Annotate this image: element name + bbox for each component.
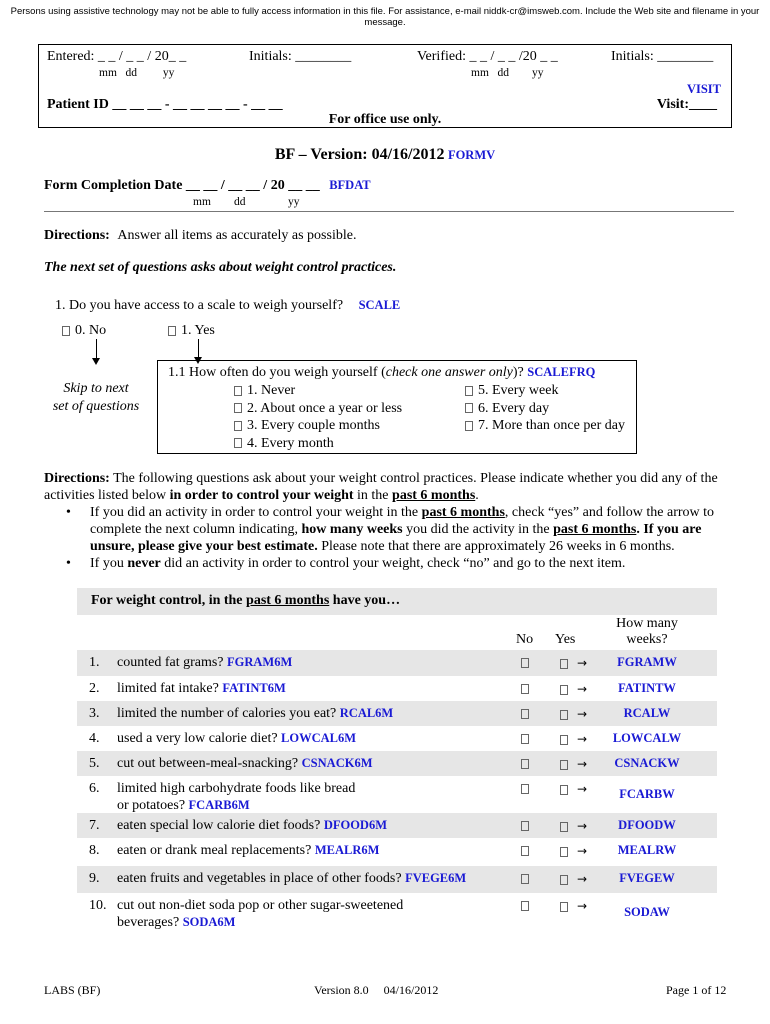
row-code: MEALR6M [314, 843, 380, 857]
checkbox-icon[interactable] [168, 326, 176, 336]
row-code: DFOOD6M [323, 818, 387, 832]
row-code: LOWCAL6M [281, 731, 357, 745]
weeks-field[interactable]: FATINTW [618, 681, 676, 695]
row-question-text: counted fat grams? [117, 655, 224, 670]
freq-option-5[interactable] [465, 382, 625, 400]
footer-left: LABS (BF) [44, 983, 101, 997]
bullet-2 [44, 555, 734, 572]
bullet-1-bold: . If you are [636, 522, 702, 537]
yes-option[interactable] [560, 682, 587, 698]
question-1-code: SCALE [358, 298, 401, 312]
skip-instruction [40, 380, 152, 416]
yes-checkbox[interactable] [560, 785, 568, 795]
directions-2-text: in the [353, 488, 393, 503]
row-number: 5. [89, 756, 100, 771]
weeks-field[interactable]: DFOODW [618, 818, 676, 832]
initials-field-1[interactable]: Initials: ________ [249, 49, 352, 64]
weeks-field[interactable]: FGRAMW [617, 655, 677, 669]
row-code: RCAL6M [339, 706, 394, 720]
no-checkbox[interactable] [521, 874, 529, 884]
yes-option[interactable] [560, 757, 587, 773]
row-question-text: limited the number of calories you eat? [117, 706, 337, 721]
no-checkbox[interactable] [521, 821, 529, 831]
arrow-right-icon: → [577, 682, 588, 696]
table-header-text [91, 593, 400, 609]
yes-option[interactable] [560, 899, 587, 915]
freq-option-4[interactable] [234, 435, 402, 453]
freq-option-label: 3. Every couple months [247, 418, 380, 433]
bullet-1-underline: past 6 months [553, 522, 637, 537]
completion-yy: yy [288, 196, 300, 208]
row-question [117, 731, 356, 747]
weeks-field[interactable]: FVEGEW [619, 871, 675, 885]
row-number: 2. [89, 681, 100, 696]
yes-checkbox[interactable] [560, 822, 568, 832]
yes-checkbox[interactable] [560, 902, 568, 912]
col-weeks [607, 616, 687, 648]
row-number: 1. [89, 655, 100, 670]
bullet-1-bold: unsure, please give your best estimate. [90, 539, 318, 554]
arrow-right-icon: → [577, 707, 588, 721]
footer-center: Version 8.0 04/16/2012 [314, 983, 439, 997]
question-1-1-text: 1.1 How often do you weigh yourself ( [168, 365, 386, 380]
question-1-1 [168, 365, 595, 381]
directions-2-label: Directions: [44, 471, 110, 486]
freq-option-2[interactable] [234, 400, 402, 418]
yes-checkbox[interactable] [560, 847, 568, 857]
visit-field[interactable]: Visit:____ [656, 97, 717, 112]
arrow-down-icon [198, 339, 199, 358]
row-question-text: cut out between-meal-snacking? [117, 756, 299, 771]
bullet-2-text: did an activity in order to control your weight, check “no” and go to the next item. [160, 556, 626, 571]
table-header [77, 588, 717, 615]
arrow-right-icon: → [577, 732, 588, 746]
question-1-1-box [157, 360, 637, 454]
weeks-field[interactable]: LOWCALW [612, 731, 682, 745]
col-no: No [516, 632, 534, 647]
skip-line-1: Skip to next [63, 381, 129, 396]
completion-dd: dd [234, 196, 246, 208]
option-yes[interactable] [168, 323, 215, 339]
directions-2-bold: in order to control your weight [169, 488, 354, 503]
no-checkbox[interactable] [521, 759, 529, 769]
office-use-box [38, 44, 732, 128]
row-number: 6. [89, 781, 100, 796]
question-1-1-code: SCALEFRQ [527, 365, 596, 379]
col-weeks-line-1: How many [616, 616, 678, 631]
bullet-1-bold: how many weeks [301, 522, 403, 537]
initials-field-2[interactable]: Initials: ________ [611, 49, 714, 64]
row-question-line-1: limited high carbohydrate foods like bread [117, 781, 356, 796]
weeks-field[interactable]: MEALRW [617, 843, 677, 857]
footer-right: Page 1 of 12 [666, 983, 727, 997]
yes-option[interactable] [560, 819, 587, 835]
form-title [0, 146, 770, 164]
table-header-part: For weight control, in the [91, 593, 247, 608]
checkbox-icon[interactable] [234, 421, 242, 431]
arrow-right-icon: → [577, 872, 588, 886]
table-row [77, 893, 717, 933]
row-question-line-2: or potatoes? [117, 798, 186, 813]
skip-line-2: set of questions [52, 399, 140, 414]
yes-checkbox[interactable] [560, 875, 568, 885]
freq-option-label: 2. About once a year or less [247, 400, 403, 416]
row-code: FATINT6M [222, 681, 286, 695]
freq-option-7[interactable] [465, 417, 625, 435]
completion-date-code: BFDAT [329, 178, 371, 192]
row-question [117, 843, 379, 859]
row-number: 4. [89, 731, 100, 746]
col-weeks-line-2: weeks? [626, 632, 668, 647]
freq-option-3[interactable] [234, 417, 402, 435]
row-number: 10. [89, 898, 107, 913]
option-yes-label: 1. Yes [181, 323, 215, 338]
question-1-1-italic: check one answer only [385, 365, 513, 380]
weeks-field[interactable]: RCALW [623, 706, 671, 720]
directions-text: Answer all items as accurately as possible. [117, 228, 357, 243]
arrow-right-icon: → [577, 819, 588, 833]
row-code: SODA6M [182, 915, 236, 929]
yes-checkbox[interactable] [560, 710, 568, 720]
accessibility-notice: Persons using assistive technology may not be able to fully access information in this file. For assistance, e-mail niddk-cr@imsweb.com. Include the Web site and filename in your message. [10, 6, 760, 28]
bullet-2-bold: never [127, 556, 161, 571]
section-intro: The next set of questions asks about weight control practices. [44, 260, 397, 275]
row-number: 9. [89, 871, 100, 886]
freq-option-label: 5. Every week [478, 383, 559, 398]
form-title-text: BF – Version: 04/16/2012 [274, 146, 445, 163]
yes-checkbox[interactable] [560, 685, 568, 695]
weeks-field[interactable]: SODAW [624, 905, 670, 919]
row-question-text: limited fat intake? [117, 681, 219, 696]
directions-2-underline: past 6 months [392, 488, 476, 503]
table-row [77, 776, 717, 813]
yes-option[interactable] [560, 782, 587, 798]
row-question [117, 681, 286, 697]
directions-2 [44, 470, 734, 572]
row-question-text: eaten fruits and vegetables in place of other foods? [117, 871, 402, 886]
completion-mm: mm [193, 196, 211, 208]
row-question [117, 706, 393, 722]
directions-1 [44, 228, 356, 244]
table-row [77, 813, 717, 838]
no-checkbox[interactable] [521, 684, 529, 694]
row-question [117, 818, 387, 834]
freq-option-6[interactable] [465, 400, 625, 418]
bullet-1-text: Please note that there are approximately 26 weeks in 6 months. [317, 539, 675, 554]
col-yes: Yes [555, 632, 576, 647]
bullet-1 [44, 504, 734, 555]
no-checkbox[interactable] [521, 846, 529, 856]
no-checkbox[interactable] [521, 734, 529, 744]
table-row [77, 751, 717, 776]
entered-field[interactable]: Entered: _ _ / _ _ / 20_ _ [47, 49, 187, 64]
checkbox-icon[interactable] [234, 438, 242, 448]
row-question [117, 655, 292, 671]
verified-field[interactable]: Verified: _ _ / _ _ /20 _ _ [417, 49, 558, 64]
bullet-1-text: complete the next column indicating, [90, 522, 302, 537]
row-question-line-2: beverages? [117, 915, 180, 930]
directions-2-text: activities listed below [44, 488, 170, 503]
table-header-underline: past 6 months [246, 593, 330, 608]
row-code: FCARB6M [188, 798, 250, 812]
table-row [77, 838, 717, 866]
freq-option-label: 4. Every month [247, 435, 334, 451]
row-question [117, 871, 466, 887]
row-code: FGRAM6M [227, 655, 293, 669]
no-checkbox[interactable] [521, 658, 529, 668]
patient-id-field[interactable]: Patient ID __ __ __ - __ __ __ __ - __ __ [47, 97, 283, 112]
row-number: 3. [89, 706, 100, 721]
yes-option[interactable] [560, 656, 587, 672]
row-code: CSNACK6M [301, 756, 373, 770]
arrow-down-icon [96, 339, 97, 359]
table-row [77, 650, 717, 676]
no-checkbox[interactable] [521, 901, 529, 911]
freq-option-label: 1. Never [247, 383, 296, 398]
freq-option-1[interactable] [234, 382, 402, 400]
option-no-label: 0. No [75, 323, 107, 338]
row-question-text: eaten or drank meal replacements? [117, 843, 312, 858]
arrow-right-icon: → [577, 757, 588, 771]
freq-option-label: 6. Every day [478, 400, 550, 416]
row-number: 7. [89, 818, 100, 833]
bullet-icon: • [66, 556, 71, 571]
question-1 [55, 298, 400, 314]
yes-option[interactable] [560, 732, 587, 748]
arrow-right-icon: → [577, 844, 588, 858]
option-no[interactable] [62, 323, 106, 339]
bullet-2-text: If you [90, 556, 128, 571]
yes-checkbox[interactable] [560, 735, 568, 745]
table-header-part: have you… [329, 593, 401, 608]
question-1-1-text-end: )? [512, 365, 524, 380]
arrow-right-icon: → [577, 782, 588, 796]
row-question [117, 898, 403, 931]
bullet-1-text: If you did an activity in order to control your weight in the [90, 505, 422, 520]
arrow-right-icon: → [577, 899, 588, 913]
directions-2-line1: The following questions ask about your weight control practices. Please indicate whether you did any of the [113, 471, 718, 486]
no-checkbox[interactable] [521, 709, 529, 719]
bullet-icon: • [66, 505, 71, 520]
table-row [77, 726, 717, 751]
row-number: 8. [89, 843, 100, 858]
visit-code: VISIT [686, 82, 721, 96]
table-row [77, 701, 717, 726]
table-column-headers [77, 615, 717, 652]
yes-option[interactable] [560, 872, 587, 888]
checkbox-icon[interactable] [465, 421, 473, 431]
entered-sub: mm dd yy [99, 67, 175, 79]
weeks-field[interactable]: FCARBW [619, 787, 675, 801]
checkbox-icon[interactable] [465, 386, 473, 396]
no-checkbox[interactable] [521, 784, 529, 794]
checkbox-icon[interactable] [234, 403, 242, 413]
bullet-1-text: you did the activity in the [402, 522, 554, 537]
row-code: FVEGE6M [405, 871, 467, 885]
freq-options-left [234, 382, 402, 452]
divider [44, 211, 734, 212]
completion-date[interactable] [44, 178, 371, 194]
row-question [117, 781, 355, 814]
arrow-right-icon: → [577, 656, 588, 670]
table-row [77, 676, 717, 701]
row-question-text: eaten special low calorie diet foods? [117, 818, 321, 833]
bullet-1-underline: past 6 months [421, 505, 505, 520]
row-question-line-1: cut out non-diet soda pop or other sugar-sweetened [117, 898, 404, 913]
yes-checkbox[interactable] [560, 760, 568, 770]
question-1-text: 1. Do you have access to a scale to weigh yourself? [55, 298, 344, 313]
freq-options-right [465, 382, 625, 435]
yes-option[interactable] [560, 707, 587, 723]
directions-2-text: . [475, 488, 479, 503]
office-use-label: For office use only. [328, 112, 442, 127]
checkbox-icon[interactable] [62, 326, 70, 336]
yes-checkbox[interactable] [560, 659, 568, 669]
row-question-text: used a very low calorie diet? [117, 731, 278, 746]
checkbox-icon[interactable] [465, 403, 473, 413]
form-version-code: FORMV [447, 148, 496, 162]
bullet-1-text: , check “yes” and follow the arrow to [504, 505, 715, 520]
weeks-field[interactable]: CSNACKW [614, 756, 680, 770]
checkbox-icon[interactable] [234, 386, 242, 396]
freq-option-label: 7. More than once per day [478, 418, 625, 433]
completion-date-label: Form Completion Date __ __ / __ __ / 20 __ __ [44, 178, 320, 193]
verified-sub: mm dd yy [471, 67, 544, 79]
yes-option[interactable] [560, 844, 587, 860]
row-question [117, 756, 373, 772]
table-row [77, 866, 717, 893]
directions-label: Directions: [44, 228, 110, 243]
